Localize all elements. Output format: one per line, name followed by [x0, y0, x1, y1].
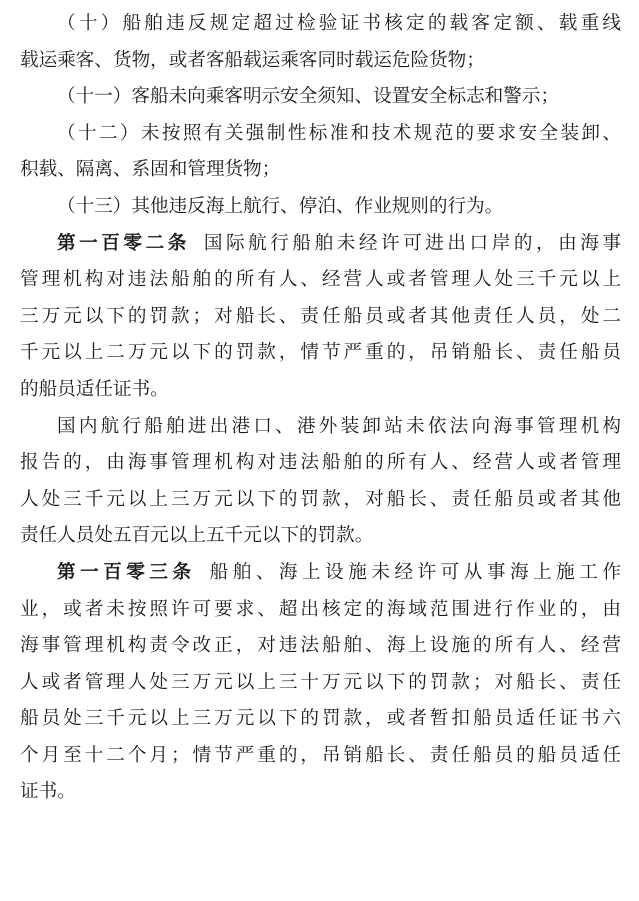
article-102: [20, 226, 621, 555]
text-line: 千元以上二万元以下的罚款，情节严重的，吊销船长、责任船员: [20, 342, 621, 364]
text-line: 国内航行船舶进出港口、港外装卸站未依法向海事管理机构: [57, 415, 621, 437]
text-line: 船舶、海上设施未经许可从事海上施工作: [209, 561, 621, 583]
article-103: [20, 555, 621, 811]
text-line: （十）船舶违反规定超过检验证书核定的载客定额、载重线: [57, 13, 621, 34]
article-first-line: [20, 555, 621, 592]
text-line: 责任人员处五百元以上五千元以下的罚款。: [20, 525, 374, 547]
text-line: 人或者管理人处三万元以上三十万元以下的罚款；对船长、责任: [20, 671, 621, 693]
clause-item-10: [20, 6, 621, 79]
text-line: 报告的，由海事管理机构对违法船舶的所有人、经营人或者管理: [20, 452, 621, 474]
text-line: 证书。: [20, 781, 76, 803]
clause-item-11: [20, 79, 621, 116]
text-line: 三万元以下的罚款；对船长、责任船员或者其他责任人员，处二: [20, 305, 621, 327]
article-heading: 第一百零二条: [57, 232, 190, 254]
text-line: （十三）其他违反海上航行、停泊、作业规则的行为。: [57, 195, 504, 217]
text-line: 积载、隔离、系固和管理货物；: [20, 159, 281, 181]
text-line: 载运乘客、货物，或者客船载运乘客同时载运危险货物；: [20, 49, 485, 71]
text-line: 管理机构对违法船舶的所有人、经营人或者管理人处三千元以上: [20, 269, 621, 291]
text-line: 业，或者未按照许可要求、超出核定的海域范围进行作业的，由: [20, 598, 621, 620]
text-line: 的船员适任证书。: [20, 378, 169, 400]
text-line: 船员处三千元以上三万元以下的罚款，或者暂扣船员适任证书六: [20, 708, 621, 730]
clause-item-12: [20, 116, 621, 189]
text-line: 人处三千元以上三万元以下的罚款，对船长、责任船员或者其他: [20, 488, 621, 510]
article-heading: 第一百零三条: [57, 561, 196, 583]
text-line: （十二）未按照有关强制性标准和技术规范的要求安全装卸、: [57, 122, 621, 144]
article-first-line: [20, 226, 621, 263]
text-line: （十一）客船未向乘客明示安全须知、设置安全标志和警示；: [57, 86, 560, 108]
clause-item-13: [20, 189, 621, 226]
text-line: 个月至十二个月；情节严重的，吊销船长、责任船员的船员适任: [20, 744, 621, 766]
text-line: 海事管理机构责令改正，对违法船舶、海上设施的所有人、经营: [20, 635, 621, 657]
text-line: 国际航行船舶未经许可进出口岸的，由海事: [203, 232, 621, 254]
